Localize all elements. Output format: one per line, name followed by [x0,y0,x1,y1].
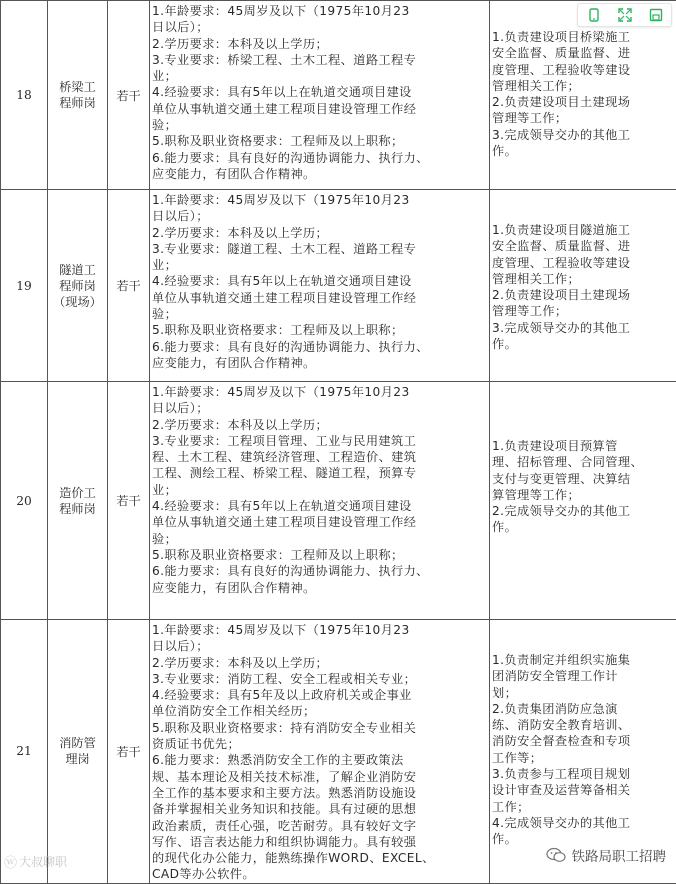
requirement-line: 应变能力，有团队合作精神。 [152,166,487,182]
duty-line: 1.负责建设项目隧道施工 [492,222,676,238]
duty-line: 安全监督、质量监督、进 [492,45,676,61]
duty-line: 2.负责建设项目土建现场 [492,94,676,110]
requirement-line: 日以后）； [152,638,487,654]
requirement-line: 3.专业要求：消防工程、安全工程或相关专业； [152,671,487,687]
requirement-line: 单位从事轨道交通土建工程项目建设管理工作经 [152,101,487,117]
requirement-line: 规、基本理论及相关技术标准，了解企业消防安 [152,769,487,785]
requirement-line: CAD等办公软件。 [152,866,487,882]
watermark-right [546,845,667,865]
duty-line: 团消防安全管理工作计 [492,668,676,684]
duty-line: 安全监督、质量监督、进 [492,238,676,254]
requirement-line: 1.年龄要求：45周岁及以下（1975年10月23 [152,384,487,400]
row-number: 21 [1,620,48,884]
requirement-line: 3.专业要求：工程项目管理、工业与民用建筑工 [152,433,487,449]
post-name-line: 程师岗 [52,501,103,517]
watermark-right-text: 铁路局职工招聘 [572,845,667,865]
duty-line: 1.负责建设项目桥梁施工 [492,29,676,45]
requirement-line: 2.学历要求：本科及以上学历； [152,417,487,433]
watermark-left-text: 大叔聊职 [19,853,67,870]
table-row [1,1,676,190]
image-toolbar [577,3,672,27]
row-number: 19 [1,190,48,382]
table-row [1,620,676,884]
duty-line: 管理等工作； [492,110,676,126]
duties-cell [490,1,676,190]
requirement-line: 2.学历要求：本科及以上学历； [152,225,487,241]
duty-line: 消防安全督查检查和专项 [492,733,676,749]
duty-line: 1.负责制定并组织实施集 [492,652,676,668]
requirement-line: 4.经验要求：具有5年及以上政府机关或企事业 [152,687,487,703]
headcount: 若干 [108,382,150,620]
requirement-line: 业； [152,257,487,273]
duty-line: 2.负责建设项目土建现场 [492,287,676,303]
duty-line: 工作等； [492,750,676,766]
duty-line: 管理相关工作； [492,78,676,94]
duty-line: 2.负责集团消防应急演 [492,701,676,717]
requirement-line: 验； [152,531,487,547]
duty-line: 1.负责建设项目预算管 [492,438,676,454]
requirement-line: 3.专业要求：隧道工程、土木工程、道路工程专 [152,241,487,257]
requirement-line: 业； [152,482,487,498]
post-name-line: 程师岗 [52,95,103,111]
duty-line: 设计审查及运营筹备相关 [492,782,676,798]
duties-cell [490,620,676,884]
post-name-line: 隧道工 [52,262,103,278]
requirement-line: 资质证书优先； [152,736,487,752]
requirement-line: 单位消防安全工作相关经历； [152,703,487,719]
requirement-line: 应变能力，有团队合作精神。 [152,580,487,596]
post-name-line: 消防管 [52,735,103,751]
requirement-line: 日以后）； [152,208,487,224]
duties-cell [490,382,676,620]
duty-line: 划； [492,685,676,701]
save-icon[interactable] [640,4,671,26]
duty-line: 3.负责参与工程项目规划 [492,766,676,782]
duty-line: 4.完成领导交办的其他工 [492,815,676,831]
requirements-cell [150,382,490,620]
duty-line: 3.完成领导交办的其他工 [492,320,676,336]
duties-cell [490,190,676,382]
duty-line: 度管理、工程验收等建设 [492,62,676,78]
requirement-line: 6.能力要求：具有良好的沟通协调能力、执行力、 [152,563,487,579]
watermark-left [4,852,67,871]
duty-line: 作。 [492,831,676,847]
requirement-line: 验； [152,117,487,133]
requirement-line: 全工作的基本要求和主要方法。熟悉消防设施设 [152,785,487,801]
requirement-line: 1.年龄要求：45周岁及以下（1975年10月23 [152,192,487,208]
duty-line: 管理等工作； [492,303,676,319]
duty-line: 3.完成领导交办的其他工 [492,127,676,143]
post-name-line: （现场） [52,294,103,310]
post-name-line: 造价工 [52,485,103,501]
requirement-line: 6.能力要求：具有良好的沟通协调能力、执行力、 [152,150,487,166]
requirement-line: 4.经验要求：具有5年以上在轨道交通项目建设 [152,84,487,100]
duty-line: 2.完成领导交办的其他工 [492,503,676,519]
requirement-line: 业； [152,68,487,84]
headcount: 若干 [108,1,150,190]
requirement-line: 备并掌握相关业务知识和技能。具有过硬的思想 [152,801,487,817]
requirement-line: 应变能力，有团队合作精神。 [152,355,487,371]
requirement-line: 3.专业要求：桥梁工程、土木工程、道路工程专 [152,52,487,68]
requirement-line: 验； [152,306,487,322]
requirement-line: 单位从事轨道交通土建工程项目建设管理工作经 [152,290,487,306]
requirements-cell [150,620,490,884]
duty-line: 理、招标管理、合同管理、 [492,454,676,470]
requirement-line: 5.职称及职业资格要求：工程师及以上职称； [152,133,487,149]
post-name-line: 理岗 [52,751,103,767]
post-name [48,382,108,620]
duty-line: 支付与变更管理、决算结 [492,471,676,487]
requirement-line: 工程、测绘工程、桥梁工程、隧道工程，预算专 [152,465,487,481]
requirement-line: 日以后）； [152,400,487,416]
row-number: 20 [1,382,48,620]
post-name [48,190,108,382]
requirement-line: 日以后）； [152,19,487,35]
requirement-line: 1.年龄要求：45周岁及以下（1975年10月23 [152,622,487,638]
post-name-line: 程师岗 [52,278,103,294]
duty-line: 作。 [492,336,676,352]
requirement-line: 政治素质，责任心强，吃苦耐劳。具有较好文字 [152,818,487,834]
weibo-icon: ⓦ [4,852,17,871]
duty-line: 算管理等工作； [492,487,676,503]
duty-line: 工作； [492,799,676,815]
duty-line: 管理相关工作； [492,271,676,287]
wechat-icon [546,847,566,863]
headcount: 若干 [108,620,150,884]
requirement-line: 4.经验要求：具有5年以上在轨道交通项目建设 [152,498,487,514]
requirements-cell [150,1,490,190]
requirement-line: 写作、语言表达能力和组织协调能力。具有较强 [152,834,487,850]
requirement-line: 2.学历要求：本科及以上学历； [152,36,487,52]
requirement-line: 6.能力要求：具有良好的沟通协调能力、执行力、 [152,339,487,355]
post-name-line: 桥梁工 [52,79,103,95]
duty-line: 作。 [492,143,676,159]
requirements-cell [150,190,490,382]
table-row [1,190,676,382]
post-name [48,1,108,190]
requirement-line: 程、土木工程、建筑经济管理、工程造价、建筑 [152,449,487,465]
requirement-line: 1.年龄要求：45周岁及以下（1975年10月23 [152,3,487,19]
duty-line: 练、消防安全教育培训、 [492,717,676,733]
requirement-line: 4.经验要求：具有5年以上在轨道交通项目建设 [152,273,487,289]
duty-line: 作。 [492,519,676,535]
post-name [48,620,108,884]
table-row [1,382,676,620]
requirement-line: 6.能力要求：熟悉消防安全工作的主要政策法 [152,752,487,768]
headcount: 若干 [108,190,150,382]
duty-line: 度管理、工程验收等建设 [492,255,676,271]
requirement-line: 5.职称及职业资格要求：工程师及以上职称； [152,547,487,563]
expand-icon[interactable] [609,4,640,26]
phone-icon[interactable] [578,4,609,26]
requirement-line: 2.学历要求：本科及以上学历； [152,655,487,671]
requirement-line: 5.职称及职业资格要求：持有消防安全专业相关 [152,720,487,736]
row-number: 18 [1,1,48,190]
requirement-line: 单位从事轨道交通土建工程项目建设管理工作经 [152,514,487,530]
requirement-line: 的现代化办公能力，能熟练操作WORD、EXCEL、 [152,850,487,866]
requirement-line: 5.职称及职业资格要求：工程师及以上职称； [152,322,487,338]
